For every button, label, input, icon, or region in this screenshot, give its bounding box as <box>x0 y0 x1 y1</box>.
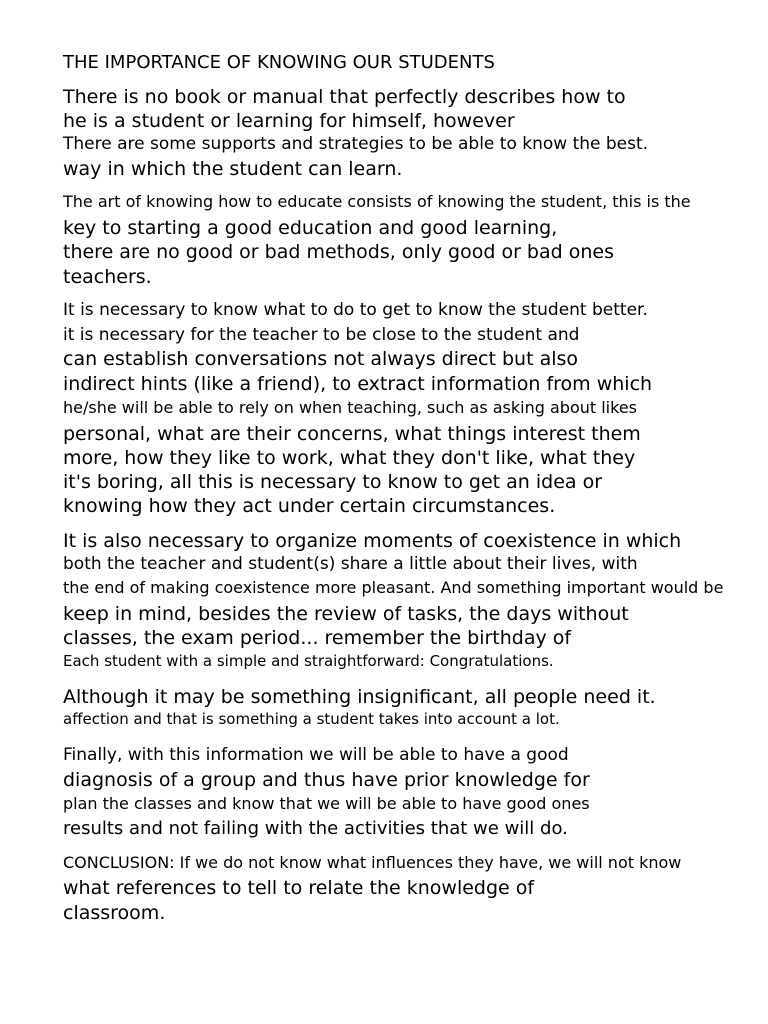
document-title: THE IMPORTANCE OF KNOWING OUR STUDENTS <box>63 52 495 73</box>
text-line: teachers. <box>63 266 152 288</box>
text-line: indirect hints (like a friend), to extract information from which <box>63 373 653 395</box>
conclusion-line: CONCLUSION: If we do not know what influences they have, we will not know <box>63 853 682 872</box>
text-line: Finally, with this information we will be able to have a good <box>63 745 569 765</box>
text-line: diagnosis of a group and thus have prior knowledge for <box>63 769 590 791</box>
text-line: keep in mind, besides the review of tasks, the days without <box>63 603 629 625</box>
text-line: can establish conversations not always direct but also <box>63 348 579 370</box>
text-line: he is a student or learning for himself, however <box>63 110 515 132</box>
text-line: classroom. <box>63 902 166 924</box>
text-line: Each student with a simple and straightforward: Congratulations. <box>63 652 554 670</box>
text-line: what references to tell to relate the knowledge of <box>63 877 535 899</box>
text-line: plan the classes and know that we will be able to have good ones <box>63 794 590 813</box>
text-line: it is necessary for the teacher to be close to the student and <box>63 325 580 345</box>
text-line: results and not failing with the activities that we will do. <box>63 818 568 839</box>
text-line: It is also necessary to organize moments of coexistence in which <box>63 530 682 552</box>
text-line: There is no book or manual that perfectly describes how to <box>63 86 626 108</box>
text-line: There are some supports and strategies to be able to know the best. <box>63 134 649 154</box>
text-line: It is necessary to know what to do to get to know the student better. <box>63 300 648 320</box>
text-line: he/she will be able to rely on when teaching, such as asking about likes <box>63 398 637 417</box>
text-line: personal, what are their concerns, what things interest them <box>63 423 641 445</box>
text-line: there are no good or bad methods, only good or bad ones <box>63 241 614 263</box>
text-line: affection and that is something a student takes into account a lot. <box>63 710 560 728</box>
text-line: both the teacher and student(s) share a little about their lives, with <box>63 554 638 574</box>
text-line: classes, the exam period... remember the birthday of <box>63 627 572 649</box>
text-line: knowing how they act under certain circumstances. <box>63 495 556 517</box>
text-line: more, how they like to work, what they don't like, what they <box>63 447 636 469</box>
text-line: key to starting a good education and good learning, <box>63 217 558 239</box>
text-line: it's boring, all this is necessary to know to get an idea or <box>63 471 603 493</box>
text-line: the end of making coexistence more pleasant. And something important would be <box>63 578 724 597</box>
text-line: Although it may be something insignificant, all people need it. <box>63 686 656 708</box>
text-line: way in which the student can learn. <box>63 158 403 180</box>
text-line: The art of knowing how to educate consists of knowing the student, this is the <box>63 192 691 211</box>
